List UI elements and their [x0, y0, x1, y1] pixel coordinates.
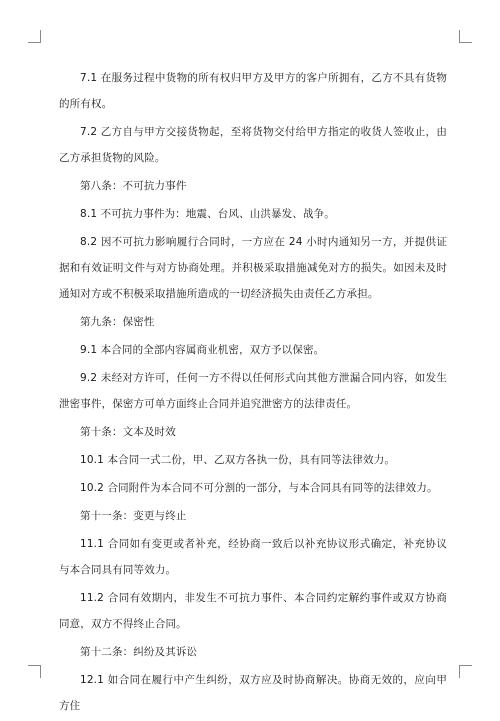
article-9-heading: 第九条：保密性: [80, 316, 155, 328]
clause-12-1: 12.1 如合同在履行中产生纠纷，双方应及时协商解决。协商无效的，应向甲方住: [59, 674, 447, 712]
crop-mark-top-left: [28, 30, 41, 43]
clause-11-1: 11.1 合同如有变更或者补充，经协商一致后以补充协议形式确定，补充协议与本合同具有同等效力。: [59, 538, 447, 576]
clause-9-1: 9.1 本合同的全部内容属商业机密，双方予以保密。: [80, 344, 325, 356]
clause-9-2: 9.2 未经对方许可，任何一方不得以任何形式向其他方泄漏合同内容，如发生泄密事件，保密方可单方面终止合同并追究泄密方的法律责任。: [59, 372, 447, 410]
clause-7-2: 7.2 乙方自与甲方交接货物起，至将货物交付给甲方指定的收货人签收止，由乙方承担货物的风险。: [59, 126, 447, 164]
clause-8-2: 8.2 因不可抗力影响履行合同时，一方应在 24 小时内通知另一方，并提供证据和有效证明文件与对方协商处理。并积极采取措施减免对方的损失。如因未及时通知对方或不积极采取措施所造成的一切经济损失由责任乙方承担。: [59, 236, 447, 300]
clause-10-1: 10.1 本合同一式二份，甲、乙双方各执一份，具有同等法律效力。: [80, 454, 396, 466]
article-11-heading: 第十一条：变更与终止: [80, 510, 187, 522]
article-10-heading: 第十条：文本及时效: [80, 426, 176, 438]
clause-8-1: 8.1 不可抗力事件为：地震、台风、山洪暴发、战争。: [80, 208, 335, 220]
clause-10-2: 10.2 合同附件为本合同不可分割的一部分，与本合同具有同等的法律效力。: [80, 482, 438, 494]
article-8-heading: 第八条：不可抗力事件: [80, 180, 187, 192]
article-12-heading: 第十二条：纠纷及其诉讼: [80, 646, 198, 658]
clause-11-2: 11.2 合同有效期内，非发生不可抗力事件、本合同约定解约事件或双方协商同意，双方不得终止合同。: [59, 592, 447, 630]
crop-mark-bottom-left: [28, 665, 41, 678]
crop-mark-bottom-right: [459, 665, 472, 678]
document-body: [59, 65, 447, 721]
crop-mark-top-right: [459, 30, 472, 43]
clause-7-1: 7.1 在服务过程中货物的所有权归甲方及甲方的客户所拥有，乙方不具有货物的所有权。: [59, 72, 447, 110]
